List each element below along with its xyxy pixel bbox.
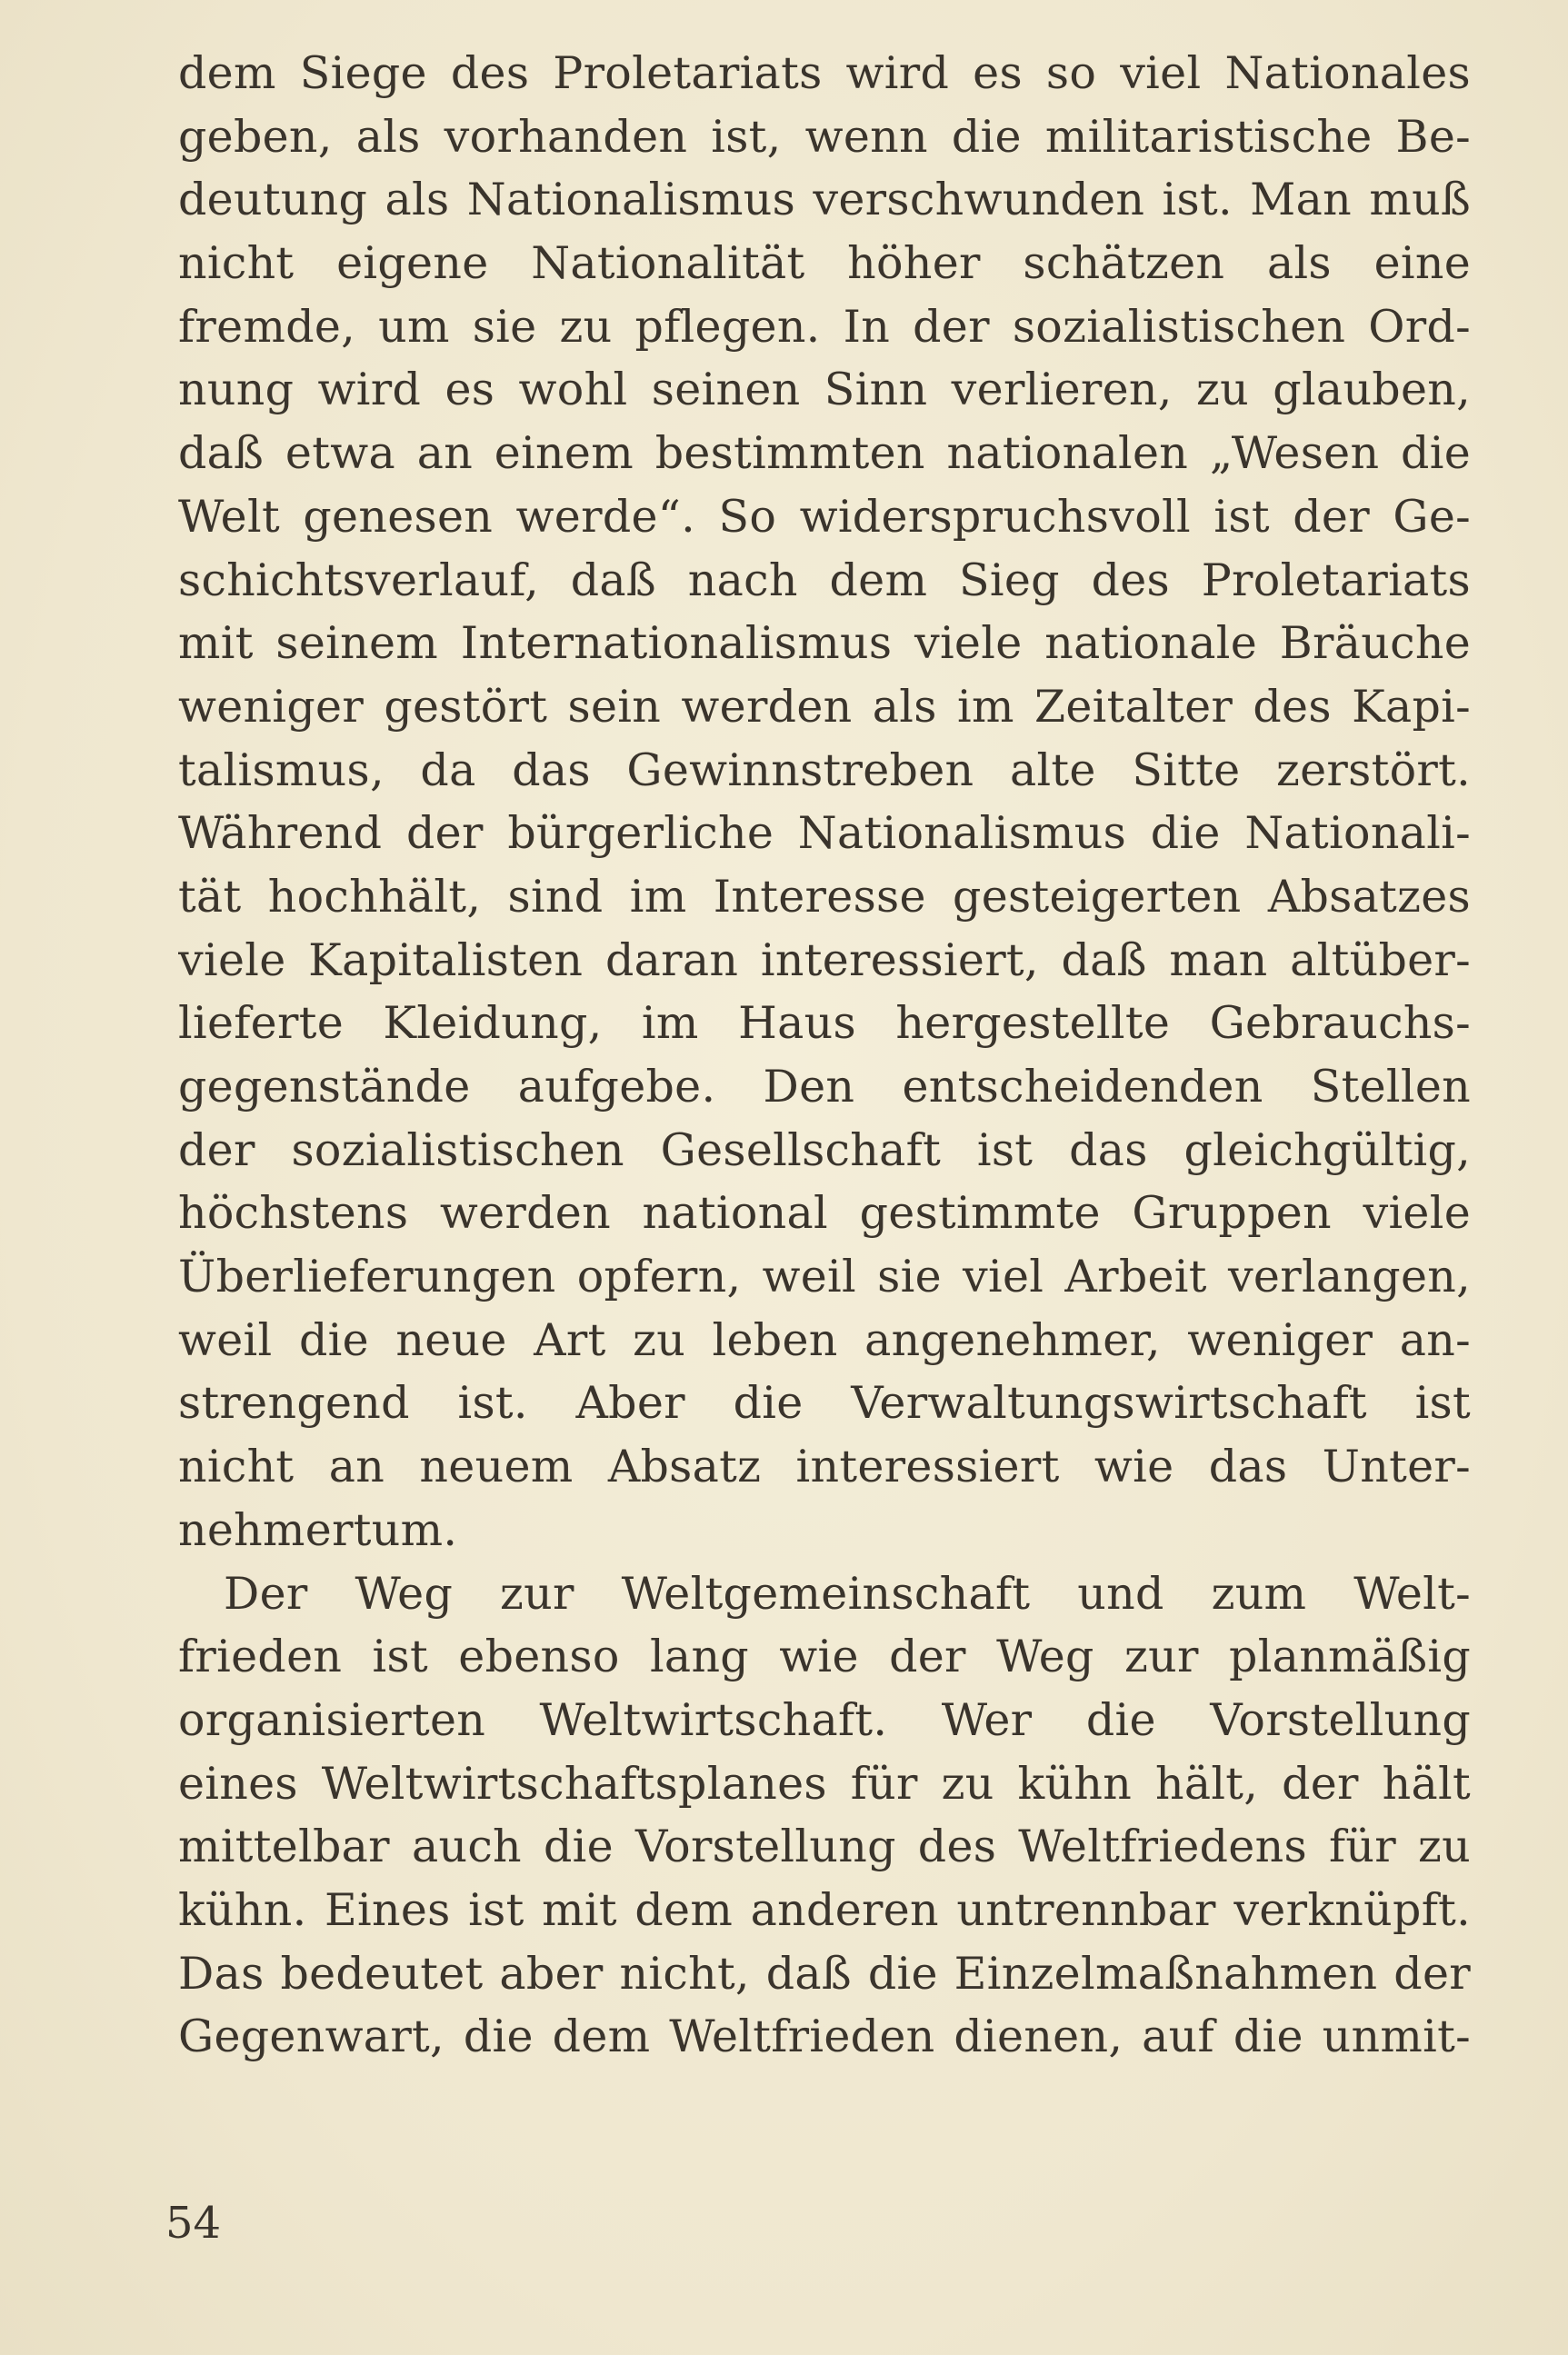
text-line: talismus, da das Gewinnstreben alte Sitte zerstört. [178, 743, 1471, 796]
text-line: weniger gestört sein werden als im Zeitalter des Kapi- [178, 680, 1471, 733]
text-line: tät hochhält, sind im Interesse gesteigerten Absatzes [178, 870, 1471, 923]
text-line: dem Siege des Proletariats wird es so viel Nationales [178, 47, 1471, 99]
body-text [178, 42, 1471, 2069]
text-line: nicht eigene Nationalität höher schätzen als eine [178, 237, 1471, 290]
text-line: organisierten Weltwirtschaft. Wer die Vorstellung [178, 1693, 1471, 1746]
text-line: Das bedeutet aber nicht, daß die Einzelmaßnahmen der [178, 1947, 1471, 2000]
text-line: daß etwa an einem bestimmten nationalen „Wesen die [178, 427, 1471, 480]
text-line: nung wird es wohl seinen Sinn verlieren, zu glauben, [178, 364, 1471, 416]
text-line: lieferte Kleidung, im Haus hergestellte Gebrauchs- [178, 997, 1471, 1050]
text-line: frieden ist ebenso lang wie der Weg zur planmäßig [178, 1631, 1471, 1683]
text-line: mit seinem Internationalismus viele nationale Bräuche [178, 617, 1471, 670]
text-line: deutung als Nationalismus verschwunden ist. Man muß [178, 174, 1471, 226]
text-line: strengend ist. Aber die Verwaltungswirtschaft ist [178, 1377, 1471, 1430]
text-line: der sozialistischen Gesellschaft ist das gleichgültig, [178, 1123, 1471, 1176]
text-line: Gegenwart, die dem Weltfrieden dienen, auf die unmit- [178, 2011, 1471, 2063]
text-line: fremde, um sie zu pflegen. In der sozialistischen Ord- [178, 300, 1471, 353]
text-line: mittelbar auch die Vorstellung des Weltfriedens für zu [178, 1821, 1471, 1873]
page-number: 54 [165, 2198, 222, 2249]
text-line: Überlieferungen opfern, weil sie viel Arbeit verlangen, [178, 1251, 1471, 1303]
paragraph-start-line: Der Weg zur Weltgemeinschaft und zum Welt- [224, 1567, 1471, 1620]
text-line: gegenstände aufgebe. Den entscheidenden Stellen [178, 1061, 1471, 1113]
text-line: höchstens werden national gestimmte Gruppen viele [178, 1187, 1471, 1240]
text-line: schichtsverlauf, daß nach dem Sieg des Proletariats [178, 554, 1471, 606]
text-line: eines Weltwirtschaftsplanes für zu kühn hält, der hält [178, 1757, 1471, 1810]
text-line: Welt genesen werde“. So widerspruchsvoll ist der Ge- [178, 490, 1471, 543]
paragraph-end-line: nehmertum. [178, 1503, 458, 1556]
text-line: kühn. Eines ist mit dem anderen untrennbar verknüpft. [178, 1883, 1471, 1936]
text-line: nicht an neuem Absatz interessiert wie das Unter- [178, 1441, 1471, 1493]
text-line: viele Kapitalisten daran interessiert, daß man altüber- [178, 933, 1471, 986]
text-line: weil die neue Art zu leben angenehmer, weniger an- [178, 1313, 1471, 1366]
text-line: Während der bürgerliche Nationalismus die Nationali- [178, 807, 1471, 860]
text-line: geben, als vorhanden ist, wenn die militaristische Be- [178, 110, 1471, 163]
